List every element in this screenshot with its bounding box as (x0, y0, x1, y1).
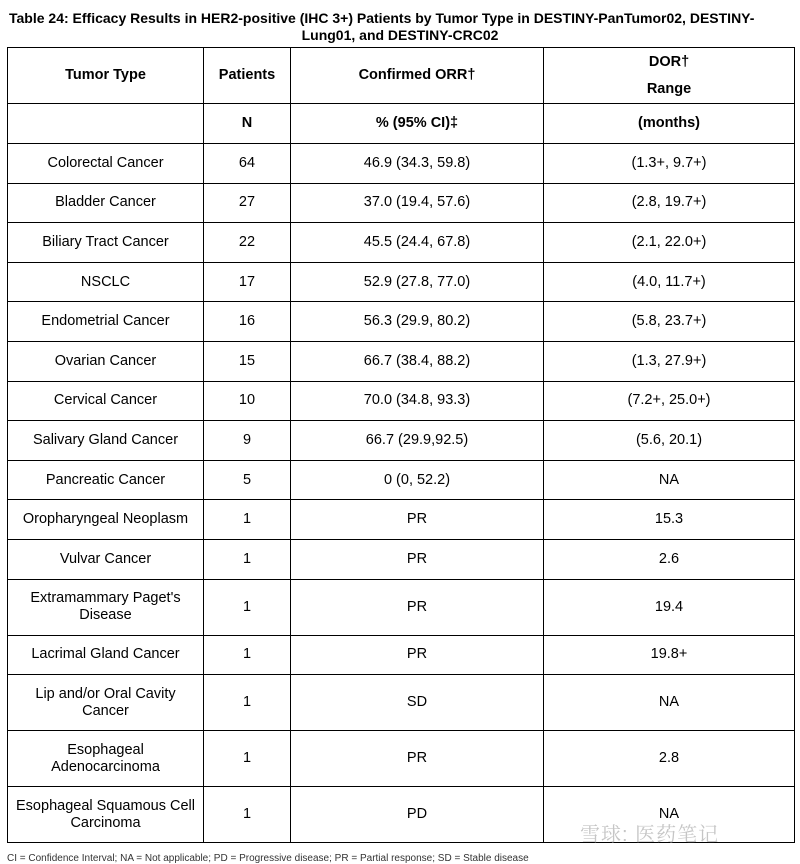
cell-dor: (1.3, 27.9+) (544, 341, 795, 381)
table-row (8, 302, 795, 342)
cell-dor: (4.0, 11.7+) (544, 262, 795, 302)
cell-dor: NA (544, 460, 795, 500)
caption-line-2: Lung01, and DESTINY-CRC02 (301, 27, 499, 43)
cell-dor: (1.3+, 9.7+) (544, 144, 795, 184)
table-row (8, 341, 795, 381)
cell-orr: SD (291, 675, 544, 731)
cell-orr: 52.9 (27.8, 77.0) (291, 262, 544, 302)
subheader-months: (months) (544, 104, 795, 144)
table-row (8, 381, 795, 421)
cell-n: 22 (204, 223, 291, 263)
table-row (8, 675, 795, 731)
cell-dor: (5.6, 20.1) (544, 421, 795, 461)
cell-tumor: Esophageal Squamous Cell Carcinoma (8, 787, 204, 843)
cell-n: 27 (204, 183, 291, 223)
cell-n: 1 (204, 635, 291, 675)
cell-dor: (5.8, 23.7+) (544, 302, 795, 342)
cell-tumor: Endometrial Cancer (8, 302, 204, 342)
cell-tumor: Colorectal Cancer (8, 144, 204, 184)
cell-orr: 37.0 (19.4, 57.6) (291, 183, 544, 223)
table-row (8, 183, 795, 223)
header-row (8, 48, 795, 104)
cell-tumor: Oropharyngeal Neoplasm (8, 500, 204, 540)
cell-orr: 66.7 (38.4, 88.2) (291, 341, 544, 381)
cell-dor: (2.8, 19.7+) (544, 183, 795, 223)
cell-dor: 2.6 (544, 539, 795, 579)
cell-orr: 70.0 (34.8, 93.3) (291, 381, 544, 421)
cell-n: 17 (204, 262, 291, 302)
cell-n: 9 (204, 421, 291, 461)
col-header-tumor-type: Tumor Type (8, 48, 204, 104)
cell-orr: PR (291, 635, 544, 675)
subheader-n: N (204, 104, 291, 144)
subheader-orr-ci: % (95% CI)‡ (291, 104, 544, 144)
subheader-row (8, 104, 795, 144)
cell-tumor: Lip and/or Oral Cavity Cancer (8, 675, 204, 731)
cell-orr: 56.3 (29.9, 80.2) (291, 302, 544, 342)
table-row (8, 500, 795, 540)
cell-orr: 66.7 (29.9,92.5) (291, 421, 544, 461)
cell-orr: 0 (0, 52.2) (291, 460, 544, 500)
table-row (8, 731, 795, 787)
caption-line-1: Table 24: Efficacy Results in HER2-positive (IHC 3+) Patients by Tumor Type in DESTINY-PanTumor02, DESTINY- (9, 10, 755, 26)
cell-orr: PR (291, 579, 544, 635)
cell-dor: 19.4 (544, 579, 795, 635)
cell-orr: PR (291, 731, 544, 787)
cell-orr: 45.5 (24.4, 67.8) (291, 223, 544, 263)
table-row (8, 539, 795, 579)
cell-tumor: NSCLC (8, 262, 204, 302)
cell-n: 1 (204, 539, 291, 579)
table-row (8, 635, 795, 675)
cell-tumor: Extramammary Paget's Disease (8, 579, 204, 635)
cell-tumor: Pancreatic Cancer (8, 460, 204, 500)
dor-range-label: Range (646, 80, 692, 97)
cell-n: 1 (204, 787, 291, 843)
table-row (8, 460, 795, 500)
cell-n: 5 (204, 460, 291, 500)
table-footnote: CI = Confidence Interval; NA = Not applicable; PD = Progressive disease; PR = Partial response; SD = Stable disease (7, 853, 529, 864)
cell-orr: PR (291, 539, 544, 579)
table-row (8, 144, 795, 184)
cell-tumor: Ovarian Cancer (8, 341, 204, 381)
col-header-patients: Patients (204, 48, 291, 104)
cell-tumor: Salivary Gland Cancer (8, 421, 204, 461)
cell-tumor: Biliary Tract Cancer (8, 223, 204, 263)
table-row (8, 223, 795, 263)
cell-n: 15 (204, 341, 291, 381)
cell-tumor: Lacrimal Gland Cancer (8, 635, 204, 675)
cell-n: 16 (204, 302, 291, 342)
cell-dor: 19.8+ (544, 635, 795, 675)
subheader-empty (8, 104, 204, 144)
col-header-orr: Confirmed ORR† (291, 48, 544, 104)
cell-orr: 46.9 (34.3, 59.8) (291, 144, 544, 184)
table-row (8, 421, 795, 461)
cell-tumor: Cervical Cancer (8, 381, 204, 421)
cell-dor: NA (544, 787, 795, 843)
cell-n: 64 (204, 144, 291, 184)
cell-n: 1 (204, 500, 291, 540)
cell-orr: PD (291, 787, 544, 843)
cell-dor: NA (544, 675, 795, 731)
cell-n: 1 (204, 731, 291, 787)
cell-tumor: Vulvar Cancer (8, 539, 204, 579)
cell-dor: 15.3 (544, 500, 795, 540)
table-row (8, 579, 795, 635)
cell-orr: PR (291, 500, 544, 540)
cell-n: 1 (204, 675, 291, 731)
cell-dor: (2.1, 22.0+) (544, 223, 795, 263)
cell-n: 10 (204, 381, 291, 421)
table-row (8, 262, 795, 302)
cell-n: 1 (204, 579, 291, 635)
efficacy-table (7, 47, 795, 843)
table-caption (0, 10, 800, 44)
cell-tumor: Bladder Cancer (8, 183, 204, 223)
watermark-text: 雪球: 医药笔记 (580, 824, 720, 846)
cell-dor: 2.8 (544, 731, 795, 787)
cell-dor: (7.2+, 25.0+) (544, 381, 795, 421)
dor-label: DOR† (648, 53, 690, 70)
col-header-dor (544, 48, 795, 104)
cell-tumor: Esophageal Adenocarcinoma (8, 731, 204, 787)
